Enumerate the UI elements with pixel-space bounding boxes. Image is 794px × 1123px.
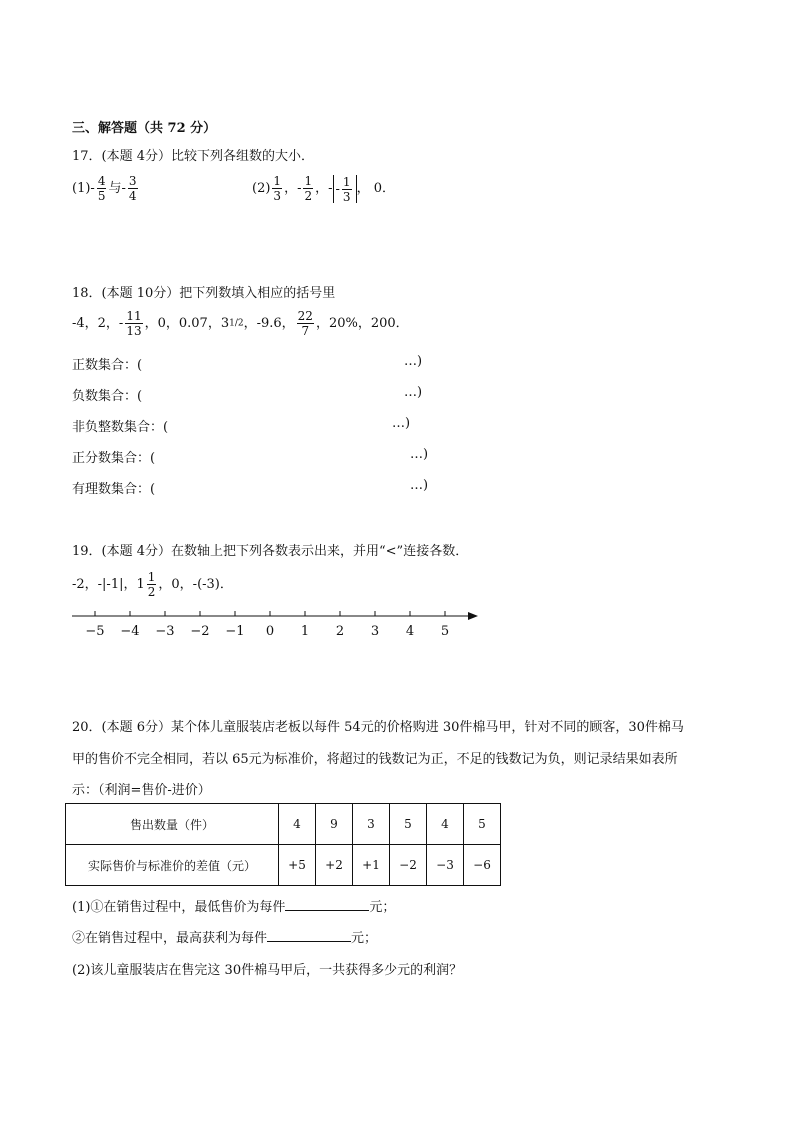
q20-sub1b: ②在销售过程中，最高获利为每件 元； (72, 931, 378, 946)
q17-frac4: $\frac{1}{2}$ (304, 174, 313, 203)
q18-frac-a: $\frac{11}{13}$ (126, 309, 142, 338)
set-nonneg-int-label: 非负整数集合：( (72, 420, 169, 435)
number-line-tick-label: −4 (120, 624, 140, 639)
table-cell: 9 (316, 804, 353, 845)
table-cell: 5 (390, 804, 427, 845)
q17-part1: (1)- $\frac{4}{5}$ 与- $\frac{3}{4}$ (72, 174, 137, 203)
q18-mixed-fraction: 1/2 (229, 318, 244, 329)
set-rational-end: …) (410, 478, 429, 493)
q20-line3: 示：（利润=售价-进价） (72, 783, 211, 798)
table-cell: 实际售价与标准价的差值（元） (66, 845, 279, 886)
q17-frac2: $\frac{3}{4}$ (128, 174, 137, 203)
q19-heading: 19．(本题 4分）在数轴上把下列各数表示出来，并用“<”连接各数． (72, 544, 469, 559)
number-line-arrow (468, 612, 478, 620)
set-rational-label: 有理数集合：( (72, 482, 156, 497)
q17-part2-label: (2) (252, 181, 271, 196)
table-row (66, 804, 501, 845)
set-negative-label: 负数集合：( (72, 389, 143, 404)
q20-sub2: (2)该儿童服装店在售完这 30件棉马甲后，一共获得多少元的利润？ (72, 963, 463, 978)
table-cell: +2 (316, 845, 353, 886)
set-nonneg-int-end: …) (392, 416, 411, 431)
q17-frac3: $\frac{1}{3}$ (273, 174, 282, 203)
set-negative-end: …) (404, 385, 423, 400)
table-cell: −3 (427, 845, 464, 886)
number-line-tick-label: −2 (190, 624, 210, 639)
q20-line1: 20．(本题 6分）某个体儿童服装店老板以每件 54元的价格购进 30件棉马甲，针对不同的顾客，30件棉马 (72, 720, 684, 735)
q17-abs-bars: - $\frac{1}{3}$ (333, 175, 357, 203)
number-line-tick-label: −1 (225, 624, 245, 639)
table-cell: 5 (464, 804, 501, 845)
set-positive-fraction-label: 正分数集合：( (72, 451, 156, 466)
number-line-tick-label: 1 (300, 624, 310, 639)
number-line-tick-label: 5 (440, 624, 450, 639)
answer-blank-1[interactable] (285, 898, 369, 911)
q18-frac-b: $\frac{22}{7}$ (297, 309, 313, 338)
table-cell: 4 (279, 804, 316, 845)
q18-heading: 18．(本题 10分）把下列数填入相应的括号里 (72, 286, 336, 301)
number-line-tick-label: 2 (335, 624, 345, 639)
q20-sub1a: (1)①在销售过程中，最低售价为每件 元； (72, 900, 396, 915)
section-title: 三、解答题（共 72 分） (72, 121, 217, 136)
table-row (66, 845, 501, 886)
q17-heading: 17．(本题 4分）比较下列各组数的大小． (72, 149, 315, 164)
q17-part1-label: (1) (72, 181, 91, 196)
table-cell: 3 (353, 804, 390, 845)
set-positive-fraction-end: …) (410, 447, 429, 462)
table-cell: −2 (390, 845, 427, 886)
number-line-tick-label: 3 (370, 624, 380, 639)
set-positive-label: 正数集合：( (72, 358, 143, 373)
q20-line2: 甲的售价不完全相同，若以 65元为标准价，将超过的钱数记为正，不足的钱数记为负，则记录结果如表所 (72, 752, 678, 767)
q17-compare-word: 与 (108, 181, 122, 196)
sales-table (65, 803, 501, 886)
table-cell: 4 (427, 804, 464, 845)
q18-number-list: -4，2，- $\frac{11}{13}$ ，0，0.07，31/2，-9.6， $\frac{22}{7}$ ，20%，200． (72, 309, 409, 338)
number-line (60, 604, 490, 644)
answer-blank-2[interactable] (267, 929, 351, 942)
q19-frac: $\frac{1}{2}$ (147, 570, 156, 599)
table-cell: 售出数量（件） (66, 804, 279, 845)
q17-part2: (2) $\frac{1}{3}$ ，- $\frac{1}{2}$ ，- - $\frac{1}{3}$ ， 0． (252, 174, 395, 204)
table-cell: +1 (353, 845, 390, 886)
number-line-tick-label: 4 (405, 624, 415, 639)
set-positive-end: …) (404, 354, 423, 369)
table-cell: −6 (464, 845, 501, 886)
table-cell: +5 (279, 845, 316, 886)
q19-number-list: -2，-|-1|，1 $\frac{1}{2}$ ，0，-(-3)． (72, 570, 233, 599)
number-line-tick-label: −3 (155, 624, 175, 639)
q17-neg1: - (90, 181, 95, 196)
number-line-tick-label: 0 (265, 624, 275, 639)
number-line-tick-label: −5 (85, 624, 105, 639)
q17-frac1: $\frac{4}{5}$ (97, 174, 106, 203)
